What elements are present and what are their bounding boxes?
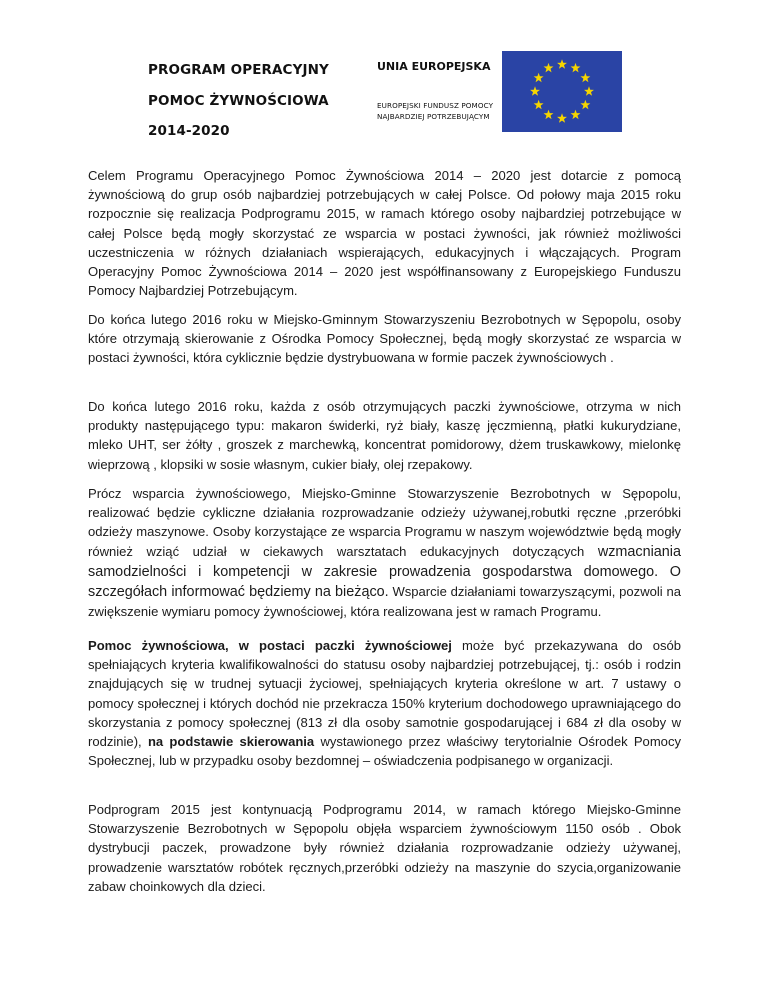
- paragraph-5-part-a: może być przekazywana do osób spełniających kryteria kwalifikowalności do statusu osoby najbardziej potrzebującej, tj.: osób i rodzin znajdujących się w trudnej sytuacji życiowej, spełniających kryteria określone w art. 7 ustawy o pomocy społecznej i których dochód nie przekracza 150% kryterium dochodowego uprawniającego do skorzystania z pomocy społecznej (813 zł dla osoby samotnie gospodarującej i 684 zł dla osoby w rodzinie),: [88, 638, 681, 750]
- program-title-line3: 2014-2020: [148, 123, 230, 139]
- eu-title: UNIA EUROPEJSKA: [377, 60, 491, 73]
- eu-star-icon: [530, 86, 540, 95]
- paragraph-2: [88, 310, 681, 368]
- paragraph-5-bold-referral: na podstawie skierowania: [147, 734, 315, 750]
- eu-star-icon: [580, 100, 590, 109]
- eu-star-icon: [544, 110, 554, 119]
- eu-flag-icon: [502, 51, 622, 132]
- paragraph-2-text: Do końca lutego 2016 roku w Miejsko-Gminnym Stowarzyszeniu Bezrobotnych w Sępopolu, osoby które otrzymają skierowanie z Ośrodka Pomocy Społecznej, będą mogły skorzystać ze wsparcia w postaci żywności, która cyklicznie będzie dystrybuowana w formie paczek żywnościowych .: [88, 312, 681, 366]
- paragraph-4-part-a: Prócz wsparcia żywnościowego, Miejsko-Gminne Stowarzyszenie Bezrobotnych w Sępopolu, realizować będzie cykliczne działania rozprowadzanie odzieży używanej,robutki ręczne ,przeróbki odzieży maszynowe. Osoby korzystające ze wsparcia Programu w naszym województwie będą mogły również wziąć udział w ciekawych warsztatach edukacyjnych dotyczących: [88, 486, 681, 559]
- paragraph-4-text: [88, 484, 681, 621]
- paragraph-6-text: Podprogram 2015 jest kontynuacją Podprogramu 2014, w ramach którego Miejsko-Gminne Stowarzyszenie Bezrobotnych w Sępopolu objęła wsparciem żywnościowym 1150 osób . Obok dystrybucji paczek, prowadzone były również działania rozprowadzanie odzieży używanej, prowadzenie warsztatów robótek ręcznych,przeróbki odzieży na maszynie do szycia,organizowanie zabaw choinkowych dla dzieci.: [88, 802, 681, 894]
- paragraph-5-part-b: wystawionego przez właściwy terytorialnie Ośrodek Pomocy Społecznej, lub w przypadku osoby bezdomnej – oświadczenia podpisanego w organizacji.: [88, 734, 681, 769]
- paragraph-4: [88, 484, 681, 621]
- eu-star-icon: [534, 73, 544, 82]
- paragraph-1: [88, 166, 681, 300]
- paragraph-5-bold-lead: Pomoc żywnościowa, w postaci paczki żywnościowej: [88, 638, 452, 653]
- paragraph-5: [88, 636, 681, 770]
- program-title-line1: PROGRAM OPERACYJNY: [148, 62, 329, 78]
- eu-star-icon: [580, 73, 590, 82]
- eu-star-icon: [571, 110, 581, 119]
- eu-star-icon: [557, 113, 567, 122]
- paragraph-4-emphasis: wzmacniania samodzielności i kompetencji w zakresie prowadzenia gospodarstwa domowego. O szczegółach informować będziemy na bieżąco.: [88, 543, 681, 601]
- eu-star-icon: [584, 86, 594, 95]
- paragraph-5-text: [88, 636, 681, 770]
- paragraph-3-text: Do końca lutego 2016 roku, każda z osób otrzymujących paczki żywnościowe, otrzyma w nich produkty następującego typu: makaron świderki, ryż biały, kaszę jęczmienną, płatki kukurydziane, mleko UHT, ser żółty , groszek z marchewką, koncentrat pomidorowy, dżem truskawkowy, mielonkę wieprzową , klopsiki w sosie własnym, cukier biały, olej rzepakowy.: [88, 399, 681, 472]
- paragraph-6: [88, 800, 681, 896]
- eu-star-icon: [557, 59, 567, 68]
- eu-star-icon: [571, 63, 581, 72]
- eu-star-icon: [544, 63, 554, 72]
- paragraph-1-text: Celem Programu Operacyjnego Pomoc Żywnościowa 2014 – 2020 jest dotarcie z pomocą żywnościową do grup osób najbardziej potrzebujących w całej Polsce. Od połowy maja 2015 roku rozpocznie się realizacja Podprogramu 2015, w ramach którego osoby najbardziej potrzebujące w całej Polsce będą mogły skorzystać ze wsparcia w postaci żywności, jak również możliwości uczestniczenia w różnych działaniach wspierających, edukacyjnych i włączających. Program Operacyjny Pomoc Żywnościowa 2014 – 2020 jest współfinansowany z Europejskiego Funduszu Pomocy Najbardziej Potrzebującym.: [88, 168, 681, 299]
- eu-subtitle-line1: EUROPEJSKI FUNDUSZ POMOCY: [377, 101, 494, 110]
- eu-subtitle-line2: NAJBARDZIEJ POTRZEBUJĄCYM: [377, 112, 490, 121]
- paragraph-3: [88, 397, 681, 474]
- paragraph-4-part-c: Wsparcie działaniami towarzyszącymi, pozwoli na zwiększenie wymiaru pomocy żywnościowej, która realizowana jest w ramach Programu.: [88, 584, 681, 620]
- program-title-line2: POMOC ŻYWNOŚCIOWA: [148, 93, 329, 109]
- eu-star-icon: [534, 100, 544, 109]
